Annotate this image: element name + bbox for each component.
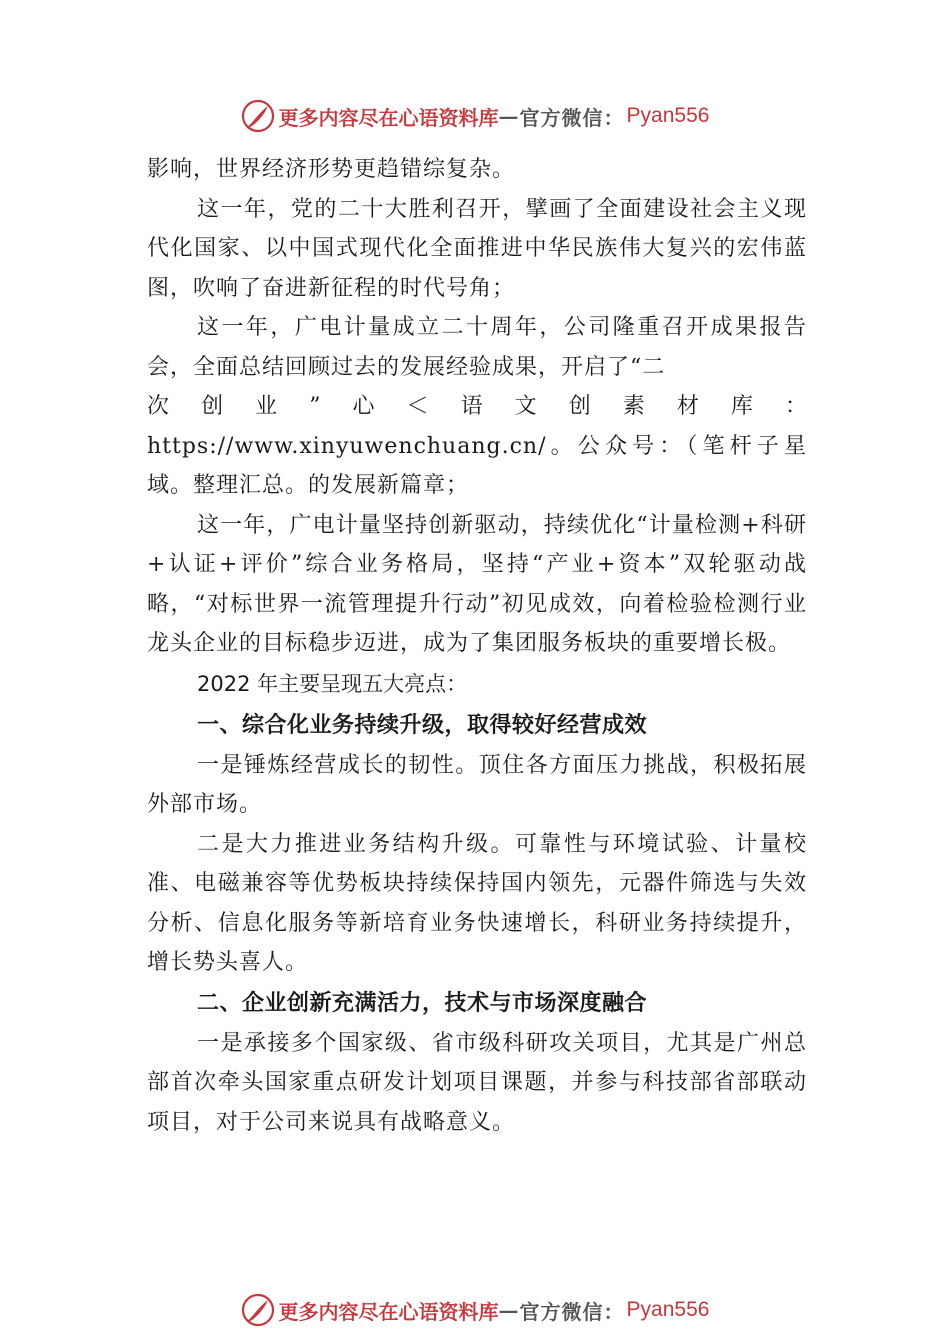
- paragraph-4: 一是锤炼经营成长的韧性。顶住各方面压力挑战，积极拓展外部市场。: [147, 752, 807, 817]
- footer-banner: [0, 1290, 950, 1330]
- spread-char: ＜: [406, 394, 429, 419]
- banner-wechat-label: 官方微信：: [519, 105, 625, 130]
- section-heading-2: 二、企业创新充满活力，技术与市场深度融合: [197, 990, 648, 1016]
- spread-char: ：: [784, 394, 807, 419]
- banner-site-name: 更多内容尽在心语资料库: [278, 105, 499, 130]
- banner-wechat-id: Pyan556: [626, 104, 710, 127]
- spread-char: 创: [568, 394, 591, 419]
- paragraph-1: 这一年，党的二十大胜利召开，擘画了全面建设社会主义现代化国家、以中国式现代化全面推进中华民族伟大复兴的宏伟蓝图，吹响了奋进新征程的时代号角；: [147, 196, 807, 301]
- paragraph-6: 一是承接多个国家级、省市级科研攻关项目，尤其是广州总部首次牵头国家重点研发计划项目课题，并参与科技部省部联动项目，对于公司来说具有战略意义。: [147, 1030, 807, 1135]
- spread-char: 语: [460, 394, 483, 419]
- spread-char: 文: [514, 394, 537, 419]
- spread-char: ”: [309, 394, 321, 419]
- banner-dash: —: [498, 1298, 520, 1322]
- header-banner: [0, 96, 950, 136]
- paragraph-0: 影响，世界经济形势更趋错综复杂。: [147, 157, 516, 182]
- quill-logo-icon: [241, 1293, 275, 1327]
- banner-wechat-label: 官方微信：: [519, 1299, 625, 1324]
- spread-char: 素: [622, 394, 645, 419]
- quill-logo-icon: [241, 99, 275, 133]
- spread-char: 业: [255, 394, 278, 419]
- paragraph-3: 这一年，广电计量坚持创新驱动，持续优化“计量检测+科研+认证+评价”综合业务格局，坚持“产业+资本”双轮驱动战略，“对标世界一流管理提升行动”初见成效，向着检验检测行业龙头企业的目标稳步迈进，成为了集团服务板块的重要增长极。: [147, 512, 807, 656]
- paragraph-2b: https://www.xinyuwenchuang.cn/。公众号：（笔杆子星域。整理汇总。的发展新篇章；: [147, 433, 807, 498]
- document-body: [147, 150, 807, 1142]
- paragraph-2a: 这一年，广电计量成立二十周年，公司隆重召开成果报告会，全面总结回顾过去的发展经验成果，开启了“二: [147, 315, 807, 380]
- paragraph-2-spread-line: [147, 387, 807, 427]
- paragraph-5: 二是大力推进业务结构升级。可靠性与环境试验、计量校准、电磁兼容等优势板块持续保持国内领先，元器件筛选与失效分析、信息化服务等新培育业务快速增长，科研业务持续提升，增长势头喜人。: [147, 831, 807, 975]
- spread-char: 次: [147, 394, 170, 419]
- spread-char: 创: [201, 394, 224, 419]
- banner-dash: —: [498, 104, 520, 128]
- banner-wechat-id: Pyan556: [626, 1298, 710, 1321]
- section-heading-1: 一、综合化业务持续升级，取得较好经营成效: [197, 712, 648, 738]
- banner-site-name: 更多内容尽在心语资料库: [278, 1299, 499, 1324]
- spread-char: 材: [676, 394, 699, 419]
- spread-char: 心: [352, 394, 375, 419]
- highlights-intro: 2022 年主要呈现五大亮点：: [197, 671, 468, 696]
- spread-char: 库: [730, 394, 753, 419]
